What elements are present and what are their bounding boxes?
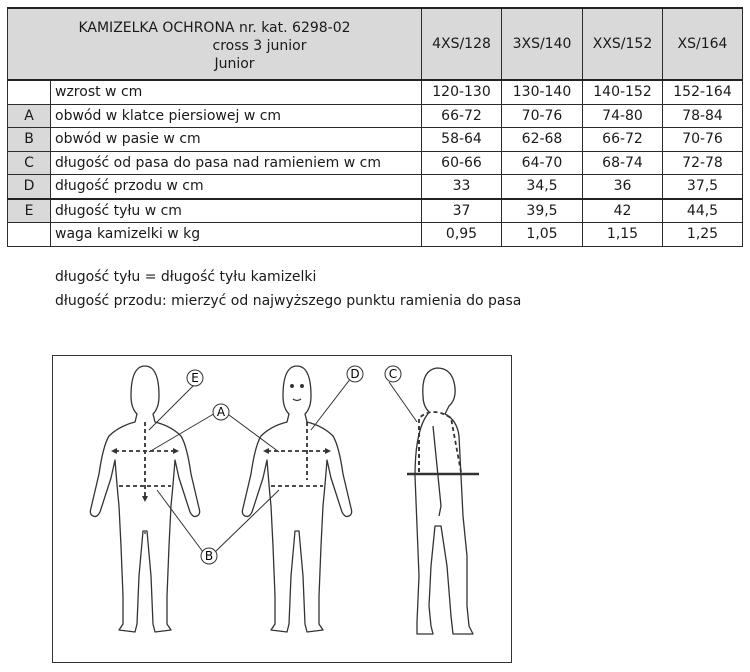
row-letter: D — [8, 175, 51, 199]
note-front-length: długość przodu: mierzyć od najwyższego punktu ramienia do pasa — [55, 293, 522, 309]
figure-side-view — [415, 368, 473, 634]
table-cell: 1,25 — [663, 223, 743, 247]
size-table — [7, 7, 743, 247]
table-cell: 33 — [422, 175, 502, 199]
table-cell: 37,5 — [663, 175, 743, 199]
row-label: długość od pasa do pasa nad ramieniem w cm — [51, 151, 422, 175]
svg-text:D: D — [350, 367, 360, 381]
table-cell: 130-140 — [502, 80, 583, 104]
table-cell: 37 — [422, 199, 502, 223]
table-cell: 1,05 — [502, 223, 583, 247]
table-row — [8, 104, 743, 128]
table-cell: 72-78 — [663, 151, 743, 175]
row-label: obwód w pasie w cm — [51, 128, 422, 152]
table-row — [8, 128, 743, 152]
table-cell: 152-164 — [663, 80, 743, 104]
table-cell: 120-130 — [422, 80, 502, 104]
front-measure-lines — [267, 422, 327, 486]
side-measure-lines — [419, 412, 461, 472]
table-cell: 34,5 — [502, 175, 583, 199]
size-header: 4XS/128 — [422, 8, 502, 80]
table-cell: 66-72 — [422, 104, 502, 128]
table-cell: 39,5 — [502, 199, 583, 223]
table-cell: 68-74 — [583, 151, 663, 175]
table-header-row — [8, 8, 743, 80]
table-cell: 70-76 — [502, 104, 583, 128]
marker-c — [385, 366, 401, 382]
row-label: waga kamizelki w kg — [51, 223, 422, 247]
svg-text:A: A — [216, 405, 226, 419]
measurement-diagram — [53, 356, 511, 662]
size-header: 3XS/140 — [502, 8, 583, 80]
table-row — [8, 175, 743, 199]
table-cell: 1,15 — [583, 223, 663, 247]
table-cell: 0,95 — [422, 223, 502, 247]
notes — [55, 265, 521, 313]
table-row — [8, 223, 743, 247]
table-cell: 44,5 — [663, 199, 743, 223]
figure-front-view — [242, 366, 351, 632]
size-header: XS/164 — [663, 8, 743, 80]
svg-text:E: E — [191, 371, 199, 385]
row-letter: A — [8, 104, 51, 128]
back-measure-lines — [115, 422, 175, 498]
svg-text:B: B — [204, 549, 214, 563]
product-title: KAMIZELKA OCHRONA nr. kat. 6298-02 — [78, 19, 351, 36]
marker-e — [187, 370, 203, 386]
note-back-length: długość tyłu = długość tyłu kamizelki — [55, 269, 317, 285]
table-title-cell — [8, 8, 422, 80]
table-cell: 64-70 — [502, 151, 583, 175]
table-cell: 70-76 — [663, 128, 743, 152]
table-cell: 60-66 — [422, 151, 502, 175]
table-cell: 58-64 — [422, 128, 502, 152]
product-subtitle: cross 3 junior — [212, 37, 307, 54]
table-row — [8, 80, 743, 104]
table-cell: 36 — [583, 175, 663, 199]
table-cell: 140-152 — [583, 80, 663, 104]
svg-text:C: C — [388, 367, 398, 381]
table-cell: 62-68 — [502, 128, 583, 152]
row-letter: E — [8, 199, 51, 223]
table-cell: 78-84 — [663, 104, 743, 128]
row-label: wzrost w cm — [51, 80, 422, 104]
row-label: obwód w klatce piersiowej w cm — [51, 104, 422, 128]
size-header: XXS/152 — [583, 8, 663, 80]
row-letter — [8, 80, 51, 104]
marker-b — [201, 548, 217, 564]
table-cell: 66-72 — [583, 128, 663, 152]
row-label: długość tyłu w cm — [51, 199, 422, 223]
table-row — [8, 199, 743, 223]
row-label: długość przodu w cm — [51, 175, 422, 199]
table-row — [8, 151, 743, 175]
table-cell: 42 — [583, 199, 663, 223]
marker-d — [347, 366, 363, 382]
row-letter — [8, 223, 51, 247]
row-letter: C — [8, 151, 51, 175]
marker-a — [213, 404, 229, 420]
table-cell: 74-80 — [583, 104, 663, 128]
product-category: Junior — [214, 55, 255, 72]
row-letter: B — [8, 128, 51, 152]
measurement-figure — [52, 355, 512, 663]
